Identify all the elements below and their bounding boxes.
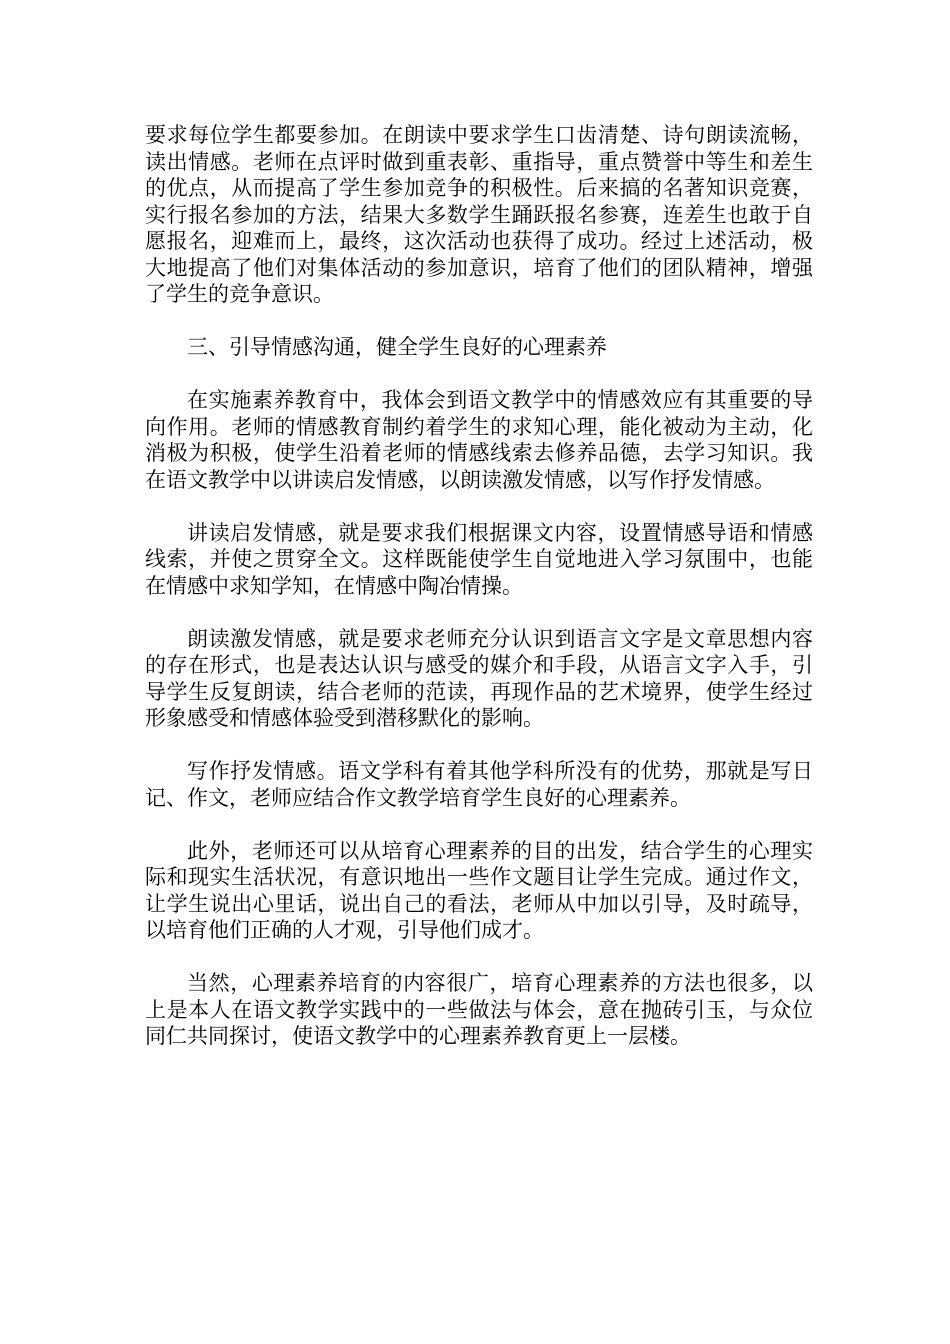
document-body bbox=[145, 122, 813, 1076]
paragraph-3: 讲读启发情感，就是要求我们根据课文内容，设置情感导语和情感线索，并使之贯穿全文。这样既能使学生自觉地进入学习氛围中，也能在情感中求知学知，在情感中陶冶情操。 bbox=[145, 520, 813, 598]
paragraph-1: 要求每位学生都要参加。在朗读中要求学生口齿清楚、诗句朗读流畅，读出情感。老师在点评时做到重表彰、重指导，重点赞誉中等生和差生的优点，从而提高了学生参加竞争的积极性。后来搞的名著知识竞赛，实行报名参加的方法，结果大多数学生踊跃报名参赛，连差生也敢于自愿报名，迎难而上，最终，这次活动也获得了成功。经过上述活动，极大地提高了他们对集体活动的参加意识，培育了他们的团队精神，增强了学生的竞争意识。 bbox=[145, 123, 813, 306]
paragraph-4: 朗读激发情感，就是要求老师充分认识到语言文字是文章思想内容的存在形式，也是表达认识与感受的媒介和手段，从语言文字入手，引导学生反复朗读，结合老师的范读，再现作品的艺术境界，使学生经过形象感受和情感体验受到潜移默化的影响。 bbox=[145, 626, 813, 730]
paragraph-7: 当然，心理素养培育的内容很广，培育心理素养的方法也很多，以上是本人在语文教学实践中的一些做法与体会，意在抛砖引玉，与众位同仁共同探讨，使语文教学中的心理素养教育更上一层楼。 bbox=[145, 971, 813, 1048]
paragraph-6: 此外，老师还可以从培育心理素养的目的出发，结合学生的心理实际和现实生活状况，有意识地出一些作文题目让学生完成。通过作文，让学生说出心里话，说出自己的看法，老师从中加以引导，及时疏导，以培育他们正确的人才观，引导他们成才。 bbox=[145, 838, 813, 942]
paragraph-2: 在实施素养教育中，我体会到语文教学中的情感效应有其重要的导向作用。老师的情感教育制约着学生的求知心理，能化被动为主动，化消极为积极，使学生沿着老师的情感线索去修养品德，去学习知识。我在语文教学中以讲读启发情感，以朗读激发情感，以写作抒发情感。 bbox=[145, 388, 813, 492]
section-heading: 三、引导情感沟通，健全学生良好的心理素养 bbox=[187, 335, 607, 359]
paragraph-5: 写作抒发情感。语文学科有着其他学科所没有的优势，那就是写日记、作文，老师应结合作文教学培育学生良好的心理素养。 bbox=[145, 759, 813, 810]
